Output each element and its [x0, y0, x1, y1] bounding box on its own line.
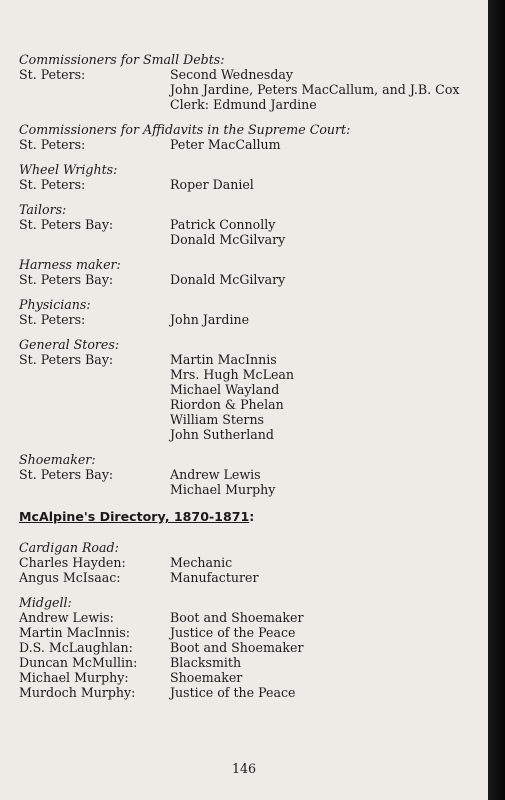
section-heading: Shoemaker: [19, 452, 96, 467]
section-name-entry: John Jardine [170, 312, 250, 327]
listing-section [19, 452, 479, 497]
section-row [19, 312, 479, 327]
directory-row [19, 655, 479, 670]
section-name-entry: Clerk: Edmund Jardine [170, 97, 317, 112]
directory-person-name: Angus McIsaac: [19, 570, 121, 585]
section-place: St. Peters: [19, 312, 86, 327]
directory-person-name: Murdoch Murphy: [19, 685, 136, 700]
section-place: St. Peters Bay: [19, 217, 114, 232]
section-row [19, 467, 479, 497]
section-name-entry: Michael Murphy [170, 482, 276, 497]
directory-groups [19, 540, 479, 700]
directory-person-name: Charles Hayden: [19, 555, 126, 570]
directory-title [19, 509, 479, 524]
section-name-entry: Riordon & Phelan [170, 397, 284, 412]
section-names [170, 312, 479, 327]
section-name-entry: Roper Daniel [170, 177, 254, 192]
section-row [19, 137, 479, 152]
listing-section [19, 297, 479, 327]
directory-row [19, 625, 479, 640]
directory-person-name: Martin MacInnis: [19, 625, 131, 640]
section-name-entry: Second Wednesday [170, 67, 294, 82]
directory-group-heading: Cardigan Road: [19, 540, 119, 555]
directory-group-heading: Midgell: [19, 595, 72, 610]
section-heading: Tailors: [19, 202, 67, 217]
section-name-entry: Michael Wayland [170, 382, 280, 397]
listing-section [19, 257, 479, 287]
section-row [19, 272, 479, 287]
directory-occupation: Blacksmith [170, 655, 242, 670]
listing-section [19, 202, 479, 247]
section-names [170, 272, 479, 287]
section-row [19, 352, 479, 442]
directory-row [19, 570, 479, 585]
directory-title-text: McAlpine's Directory, 1870-1871 [19, 509, 250, 524]
directory-group [19, 595, 479, 700]
page-content [19, 52, 479, 710]
directory-occupation: Boot and Shoemaker [170, 640, 304, 655]
section-heading: General Stores: [19, 337, 120, 352]
directory-occupation: Boot and Shoemaker [170, 610, 304, 625]
listing-sections [19, 52, 479, 497]
directory-title-colon: : [249, 509, 255, 524]
listing-section [19, 337, 479, 442]
section-place: St. Peters Bay: [19, 467, 114, 482]
directory-person-name: Duncan McMullin: [19, 655, 138, 670]
section-names [170, 67, 479, 112]
directory-row [19, 555, 479, 570]
section-name-entry: Martin MacInnis [170, 352, 277, 367]
section-place: St. Peters: [19, 67, 86, 82]
directory-row [19, 670, 479, 685]
section-place: St. Peters Bay: [19, 352, 114, 367]
directory-row [19, 685, 479, 700]
section-name-entry: Andrew Lewis [170, 467, 261, 482]
section-name-entry: Donald McGilvary [170, 272, 286, 287]
section-place: St. Peters: [19, 137, 86, 152]
section-heading: Commissioners for Affidavits in the Supreme Court: [19, 122, 351, 137]
directory-group [19, 540, 479, 585]
section-place: St. Peters: [19, 177, 86, 192]
section-name-entry: John Jardine, Peters MacCallum, and J.B. Cox [170, 82, 460, 97]
directory-person-name: Andrew Lewis: [19, 610, 114, 625]
section-row [19, 67, 479, 112]
directory-occupation: Shoemaker [170, 670, 243, 685]
listing-section [19, 122, 479, 152]
section-names [170, 177, 479, 192]
directory-occupation: Mechanic [170, 555, 233, 570]
directory-person-name: Michael Murphy: [19, 670, 129, 685]
directory-occupation: Manufacturer [170, 570, 259, 585]
section-row [19, 217, 479, 247]
section-names [170, 352, 479, 442]
section-heading: Wheel Wrights: [19, 162, 118, 177]
section-heading: Physicians: [19, 297, 91, 312]
section-name-entry: Patrick Connolly [170, 217, 276, 232]
section-names [170, 467, 479, 497]
directory-row [19, 640, 479, 655]
page-number: 146 [231, 761, 257, 776]
book-spine-shadow [488, 0, 505, 800]
section-place: St. Peters Bay: [19, 272, 114, 287]
directory-person-name: D.S. McLaughlan: [19, 640, 133, 655]
directory-row [19, 610, 479, 625]
section-name-entry: Donald McGilvary [170, 232, 286, 247]
listing-section [19, 162, 479, 192]
section-name-entry: Peter MacCallum [170, 137, 281, 152]
section-name-entry: John Sutherland [170, 427, 274, 442]
section-names [170, 137, 479, 152]
listing-section [19, 52, 479, 112]
section-name-entry: Mrs. Hugh McLean [170, 367, 295, 382]
section-name-entry: William Sterns [170, 412, 265, 427]
section-names [170, 217, 479, 247]
section-heading: Commissioners for Small Debts: [19, 52, 225, 67]
directory-occupation: Justice of the Peace [170, 625, 296, 640]
section-row [19, 177, 479, 192]
section-heading: Harness maker: [19, 257, 121, 272]
directory-occupation: Justice of the Peace [170, 685, 296, 700]
